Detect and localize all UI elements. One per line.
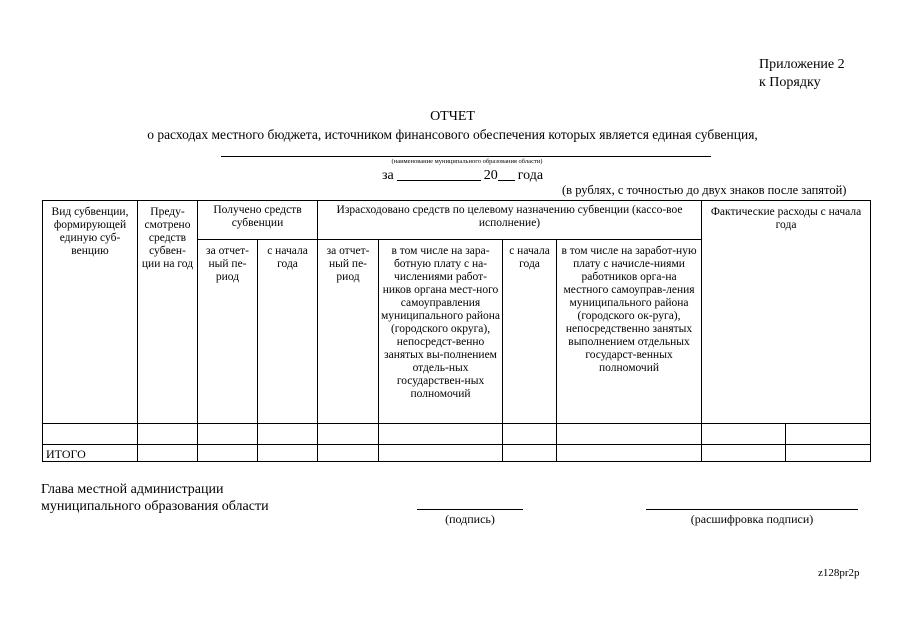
table-cell[interactable]	[557, 445, 702, 462]
table-cell[interactable]	[258, 424, 318, 445]
col-received-ytd: с начала года	[258, 240, 318, 424]
table-cell[interactable]	[43, 424, 138, 445]
table-cell[interactable]	[702, 424, 786, 445]
document-code: z128pr2p	[818, 567, 860, 579]
col-planned: Преду-смотрено средств субвен-ции на год	[138, 201, 198, 424]
report-subtitle: о расходах местного бюджета, источником финансового обеспечения которых является единая субвенция,	[147, 127, 758, 142]
col-group-spent: Израсходовано средств по целевому назначению субвенции (кассо-вое исполнение)	[318, 201, 702, 240]
period-blank	[397, 166, 481, 181]
table-cell[interactable]	[138, 445, 198, 462]
table-cell[interactable]	[318, 445, 379, 462]
table-cell[interactable]	[198, 445, 258, 462]
signatory-line-2: муниципального образования области	[41, 499, 269, 514]
table-cell[interactable]	[786, 424, 871, 445]
table-cell[interactable]	[138, 424, 198, 445]
table-cell[interactable]	[503, 424, 557, 445]
table-cell[interactable]	[702, 445, 786, 462]
table-cell[interactable]	[318, 424, 379, 445]
col-received-period: за отчет-ный пе-риод	[198, 240, 258, 424]
col-spent-period-salary: в том числе на зара-ботную плату с на-числениями работ-ников органа мест-ного самоуправления муниципального района (городского округа), непосредст-венно занятых вы-полнением отдель-ных государствен-ных полномочий	[379, 240, 503, 424]
table-row	[43, 424, 871, 445]
col-spent-ytd: с начала года	[503, 240, 557, 424]
report-table	[42, 200, 871, 462]
total-row	[43, 445, 871, 462]
col-spent-ytd-salary: в том числе на заработ-ную плату с начисле-ниями работников орга-на местного самоуправ-ления муниципального района (городского ок-руга), непосредственно занятых выполнением отдельных государст-венных полномочий	[557, 240, 702, 424]
units-note: (в рублях, с точностью до двух знаков после запятой)	[562, 183, 847, 197]
total-label: ИТОГО	[43, 445, 138, 462]
col-spent-period: за отчет-ный пе-риод	[318, 240, 379, 424]
table-cell[interactable]	[503, 445, 557, 462]
signatory-title	[41, 481, 269, 515]
signature-caption: (подпись)	[445, 512, 495, 526]
signature-line	[417, 509, 523, 510]
signature-decode-line	[646, 509, 858, 510]
report-period	[382, 166, 543, 184]
report-title: ОТЧЕТ	[430, 109, 475, 124]
appendix-line-2: к Порядку	[759, 75, 821, 90]
col-subvention-type: Вид субвенции, формирующей единую суб-венцию	[43, 201, 138, 424]
signature-decode-caption: (расшифровка подписи)	[690, 512, 814, 526]
table-cell[interactable]	[379, 424, 503, 445]
year-blank	[498, 166, 515, 181]
table-cell[interactable]	[258, 445, 318, 462]
period-prefix: за	[382, 168, 394, 183]
table-cell[interactable]	[557, 424, 702, 445]
header-row-1	[43, 201, 871, 240]
col-group-received: Получено средств субвенции	[198, 201, 318, 240]
period-year-prefix: 20	[483, 168, 498, 183]
col-actual-ytd: Фактические расходы с начала года	[702, 201, 871, 424]
table-cell[interactable]	[379, 445, 503, 462]
table-cell[interactable]	[786, 445, 871, 462]
period-suffix: года	[517, 168, 544, 183]
signatory-line-1: Глава местной администрации	[41, 482, 224, 497]
municipality-caption: (наименование муниципального образования области)	[391, 158, 543, 165]
appendix-line-1: Приложение 2	[759, 57, 845, 72]
municipality-line	[221, 156, 711, 157]
appendix-note	[759, 56, 845, 92]
table-cell[interactable]	[198, 424, 258, 445]
